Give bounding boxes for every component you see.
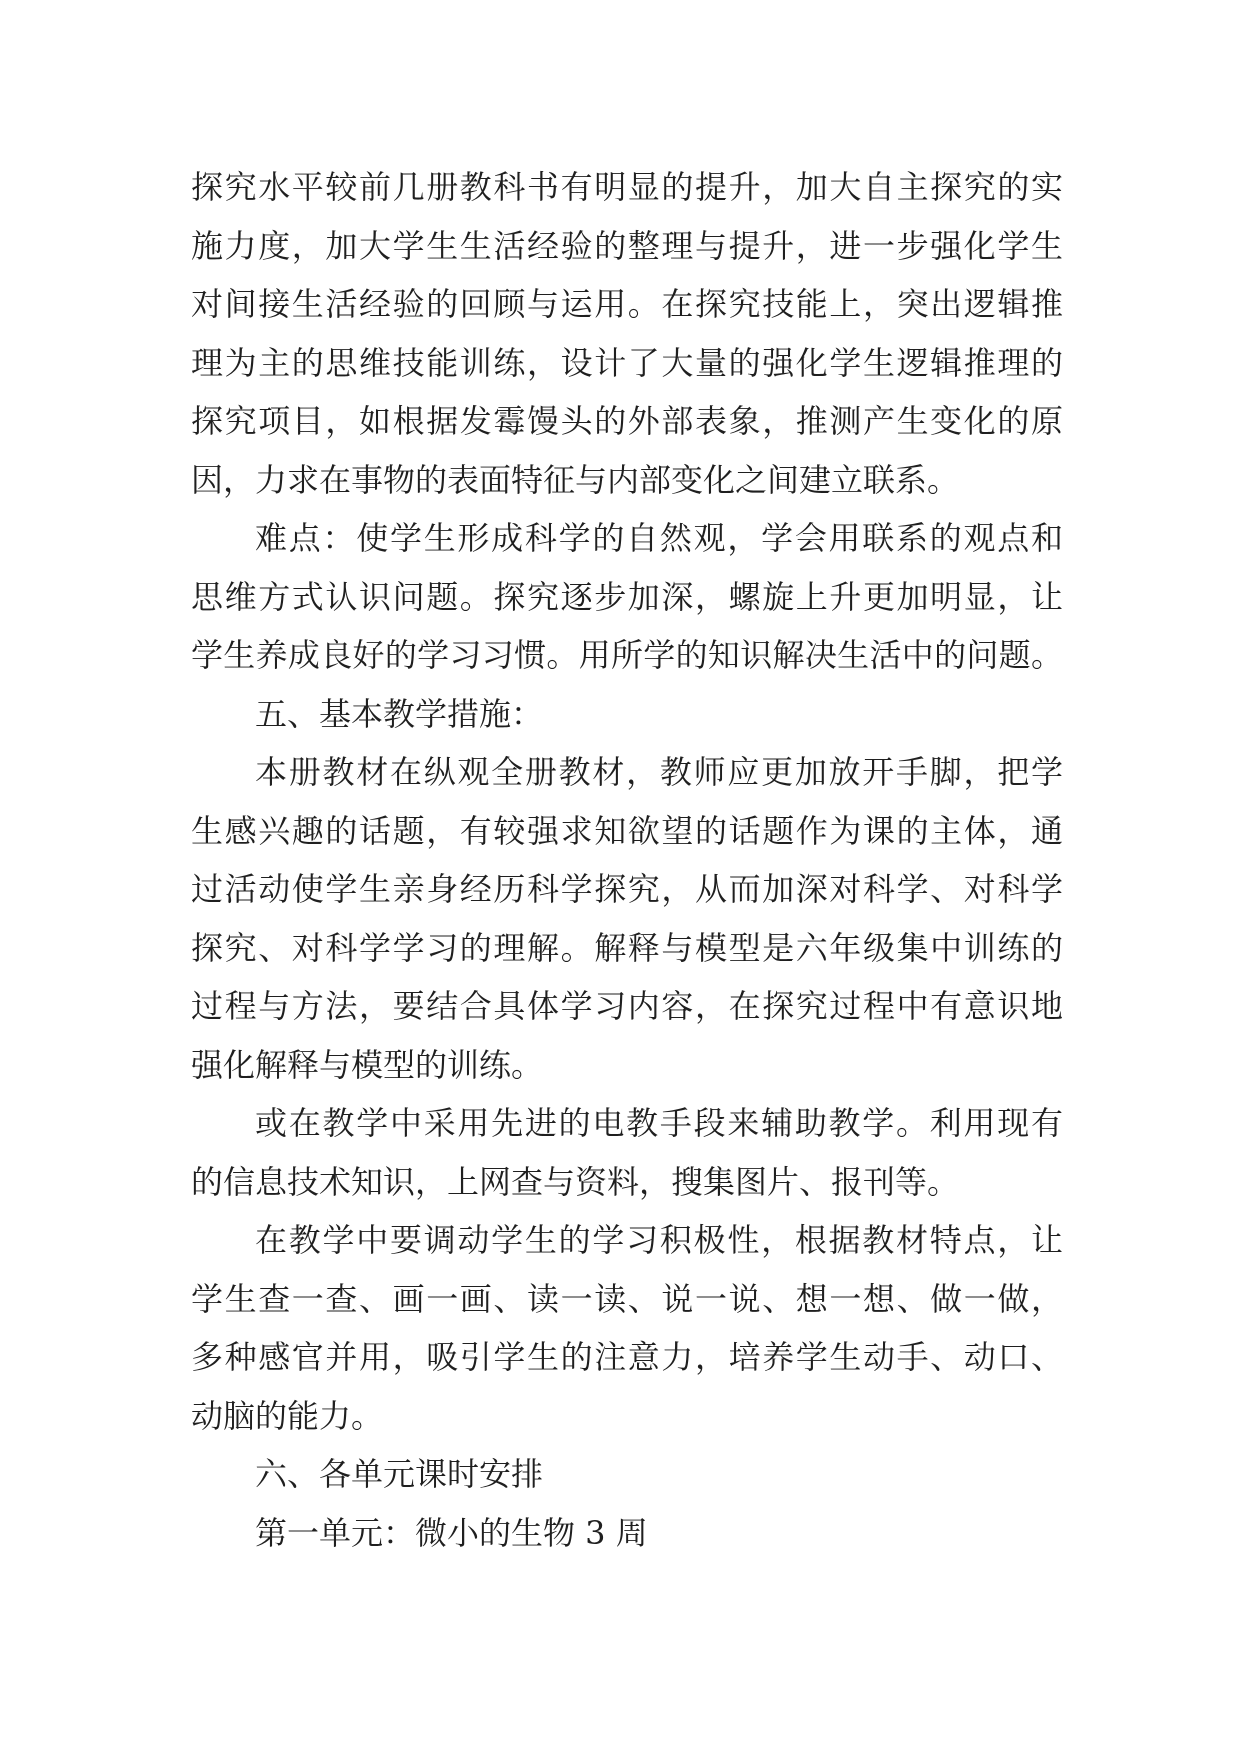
text-line: 过活动使学生亲身经历科学探究，从而加深对科学、对科学 [191,870,1063,908]
text-line: 的信息技术知识，上网查与资料，搜集图片、报刊等。 [191,1162,960,1201]
paragraph-measures-1 [191,743,1063,1094]
text-line: 生感兴趣的话题，有较强求知欲望的话题作为课的主体，通 [191,811,1063,850]
paragraph-difficulty [191,509,1063,685]
text-line: 动脑的能力。 [191,1396,384,1435]
text-line: 本册教材在纵观全册教材，教师应更加放开手脚，把学 [255,753,1063,791]
text-line: 探究、对科学学习的理解。解释与模型是六年级集中训练的 [191,928,1063,967]
text-line: 对间接生活经验的回顾与运用。在探究技能上，突出逻辑推 [191,285,1063,323]
text-line: 强化解释与模型的训练。 [191,1045,544,1084]
text-line: 理为主的思维技能训练，设计了大量的强化学生逻辑推理的 [191,343,1063,382]
text-line: 因，力求在事物的表面特征与内部变化之间建立联系。 [191,460,960,499]
text-line: 或在教学中采用先进的电教手段来辅助教学。利用现有 [255,1104,1063,1142]
document-body [191,158,1063,1562]
text-line: 难点：使学生形成科学的自然观，学会用联系的观点和 [255,519,1063,557]
text-line: 学生养成良好的学习习惯。用所学的知识解决生活中的问题。 [191,636,1063,674]
section-heading-teaching-measures [191,685,1063,744]
paragraph-measures-2 [191,1094,1063,1211]
text-line: 施力度，加大学生生活经验的整理与提升，进一步强化学生 [191,226,1063,265]
section-heading-unit-schedule [191,1445,1063,1504]
heading-line: 六、各单元课时安排 [255,1455,544,1493]
paragraph-1 [191,158,1063,509]
paragraph-measures-3 [191,1211,1063,1445]
heading-line: 五、基本教学措施： [255,694,544,733]
text-line: 学生查一查、画一画、读一读、说一说、想一想、做一做， [191,1279,1063,1318]
text-line: 探究项目，如根据发霉馒头的外部表象，推测产生变化的原 [191,402,1063,440]
text-line: 多种感官并用，吸引学生的注意力，培养学生动手、动口、 [191,1338,1063,1376]
text-line: 在教学中要调动学生的学习积极性，根据教材特点，让 [255,1221,1063,1259]
unit-one-line [191,1504,1063,1563]
text-line: 过程与方法，要结合具体学习内容，在探究过程中有意识地 [191,987,1063,1025]
text-line: 思维方式认识问题。探究逐步加深，螺旋上升更加明显，让 [191,577,1063,616]
text-line: 第一单元：微小的生物 3 周 [255,1513,648,1552]
text-line: 探究水平较前几册教科书有明显的提升，加大自主探究的实 [191,168,1063,206]
